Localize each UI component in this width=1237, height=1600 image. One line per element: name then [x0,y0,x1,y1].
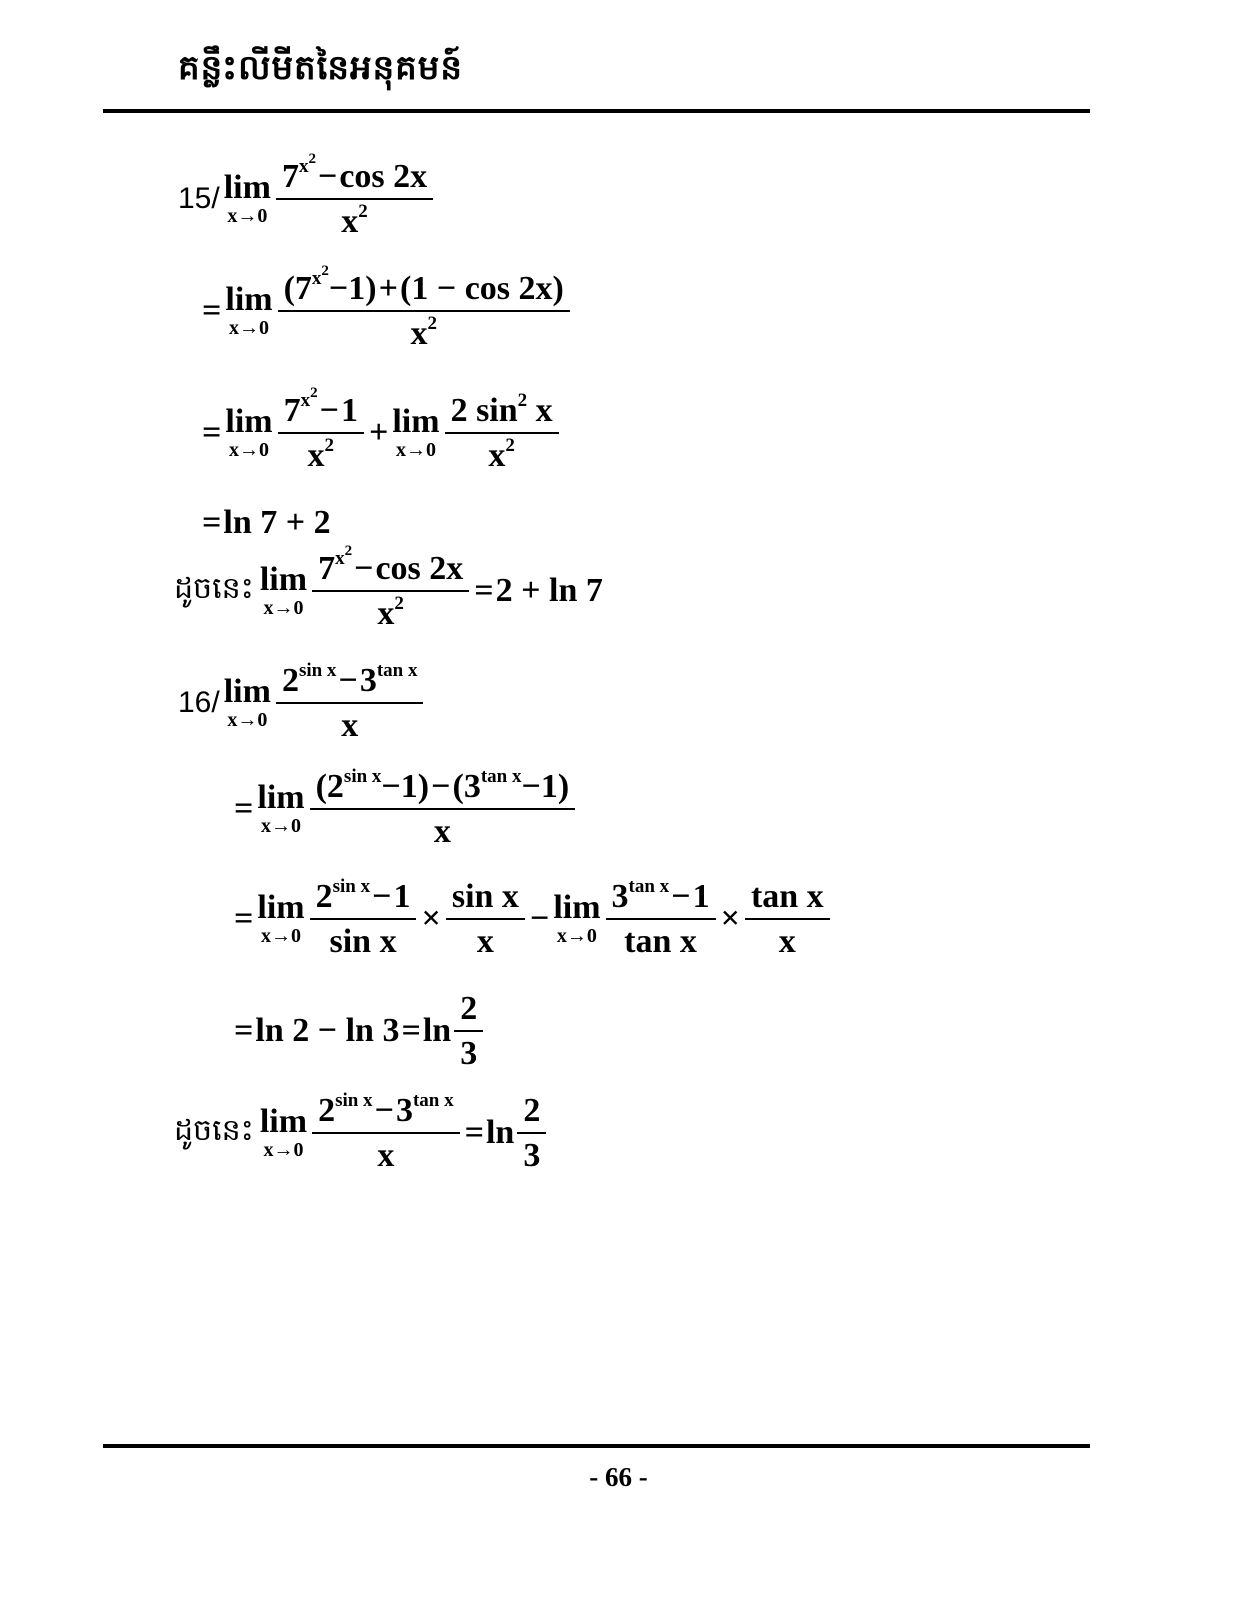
problem-16-step-3: = ln 2 − ln 3 = ln $\frac{2}{3}$ [232,990,486,1073]
fraction: $\frac{2}{3}$ [517,1092,546,1175]
fraction: $\frac{2 \sin^2 x}{x^2}$ [445,392,559,475]
problem-16-step-2: = lim x→0 $\frac{2^{sin x}-1}{\text{sin x}}$ × $\frac{\text{sin x}}{x}$ − lim x→0 $\frac{3^{tan x}-1}{\text{tan x}}$ × $\frac{\text{tan x}}{x}$ [232,878,833,961]
problem-15-statement [178,151,436,241]
page-number: - 66 - [589,1462,648,1492]
problem-15-number: 15/ [178,182,220,216]
problem-15-conclusion: ដូចនេះ lim x→0 $\frac{7^{x^2}-\cos 2x}{x^2}$ = 2 + ln 7 [174,543,603,633]
limit-operator: lim x→0 [392,403,440,462]
footer-rule [103,1444,1090,1448]
limit-operator: lim x→0 [257,889,305,948]
problem-16-number: 16/ [178,686,220,720]
fraction: $\frac{7^{x^2}-\cos 2x}{x^2}$ [312,550,469,633]
problem-15-step-1: = lim x→0 $\frac{(7^{x^2}-1)+(1 - \cos 2x)}{x^2}$ [200,270,573,353]
limit-operator: lim x→0 [553,889,601,948]
conclusion-label: ដូចនេះ [174,571,254,607]
fraction: $\frac{3^{tan x}-1}{\text{tan x}}$ [606,878,716,961]
limit-operator: lim x→0 [223,673,271,732]
page-header-title: គន្លឹះលីមីតនៃអនុគមន៍ [178,48,463,88]
problem-16-step-1: = lim x→0 $\frac{(2^{sin x}-1)-(3^{tan x}-1)}{x}$ [232,768,578,851]
fraction: $\frac{\text{tan x}}{x}$ [745,878,830,961]
header-rule [103,109,1090,113]
conclusion-label: ដូចនេះ [174,1113,254,1149]
problem-16-statement [178,662,426,745]
fraction: $\frac{2^{sin x}-3^{tan x}}{x}$ [276,662,424,745]
limit-operator: lim x→0 [223,169,271,228]
limit-operator: lim x→0 [257,779,305,838]
problem-16-conclusion: ដូចនេះ lim x→0 $\frac{2^{sin x}-3^{tan x}}{x}$ = ln $\frac{2}{3}$ [174,1092,549,1175]
fraction: $\frac{7^{x^2}-\cos 2x}{x^2}$ [276,158,433,241]
fraction: $\frac{(2^{sin x}-1)-(3^{tan x}-1)}{x}$ [310,768,576,851]
problem-15-step-3: = ln 7 + 2 [202,504,331,541]
limit-operator: lim x→0 [225,403,273,462]
problem-15-step-2: = lim x→0 $\frac{7^{x^2}-1}{x^2}$ + lim x→0 $\frac{2 \sin^2 x}{x^2}$ [200,392,562,475]
limit-operator: lim x→0 [259,1103,308,1162]
fraction: $\frac{2^{sin x}-1}{\text{sin x}}$ [310,878,417,961]
limit-operator: lim x→0 [225,281,273,340]
fraction: $\frac{7^{x^2}-1}{x^2}$ [278,392,364,475]
fraction: $\frac{2}{3}$ [454,990,483,1073]
fraction: $\frac{2^{sin x}-3^{tan x}}{x}$ [312,1092,460,1175]
fraction: $\frac{(7^{x^2}-1)+(1 - \cos 2x)}{x^2}$ [278,270,570,353]
fraction: $\frac{\text{sin x}}{x}$ [446,878,525,961]
limit-operator: lim x→0 [259,561,308,620]
